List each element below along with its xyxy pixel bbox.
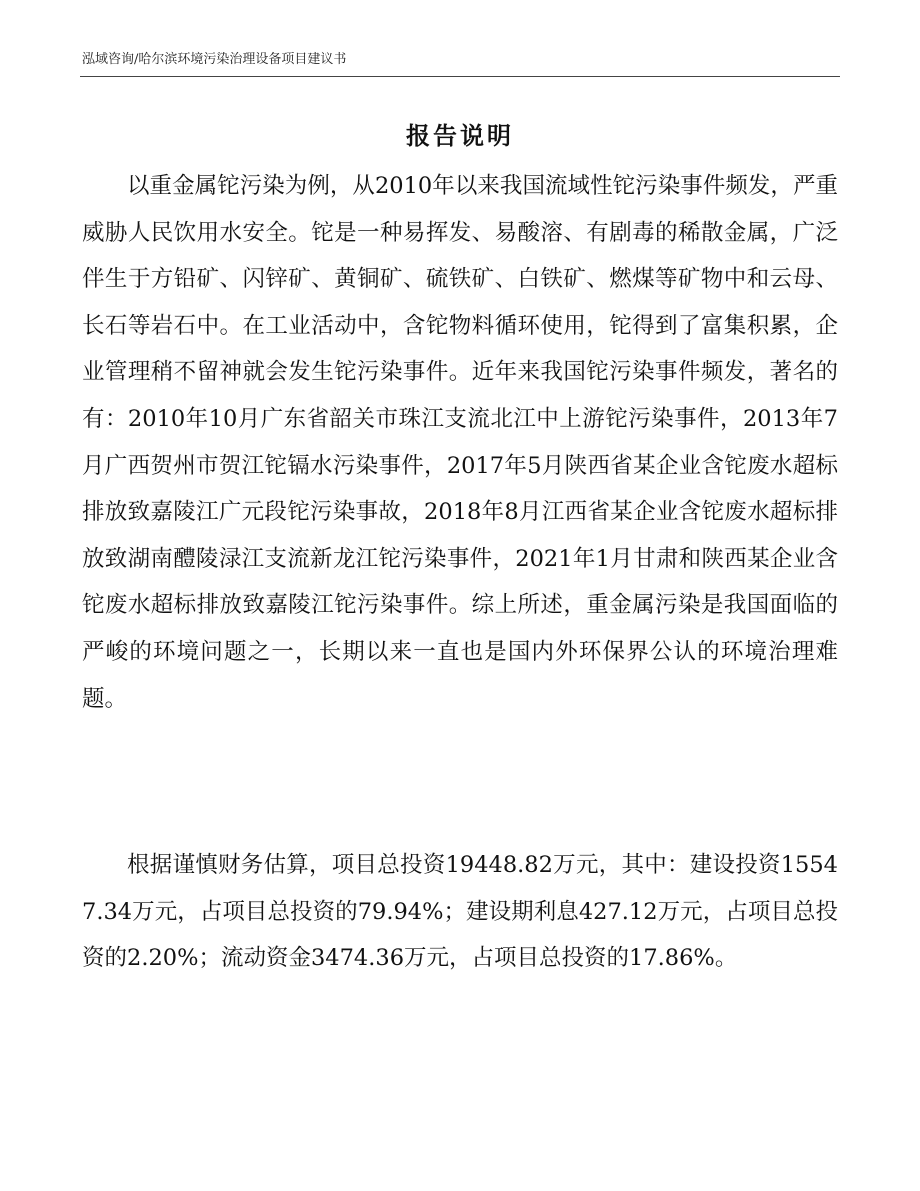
body-paragraph-investment: 根据谨慎财务估算，项目总投资19448.82万元，其中：建设投资15547.34万元，占项目总投资的79.94%；建设期利息427.12万元，占项目总投资的2.20%；流动资金3474.36万元，占项目总投资的17.86%。 (82, 852, 838, 972)
running-header: 泓域咨询/哈尔滨环境污染治理设备项目建议书 (82, 52, 347, 67)
body-paragraph-background: 以重金属铊污染为例，从2010年以来我国流域性铊污染事件频发，严重威胁人民饮用水安全。铊是一种易挥发、易酸溶、有剧毒的稀散金属，广泛伴生于方铅矿、闪锌矿、黄铜矿、硫铁矿、白铁矿、燃煤等矿物中和云母、长石等岩石中。在工业活动中，含铊物料循环使用，铊得到了富集积累，企业管理稍不留神就会发生铊污染事件。近年来我国铊污染事件频发，著名的有：2010年10月广东省韶关市珠江支流北江中上游铊污染事件，2013年7月广西贺州市贺江铊镉水污染事件，2017年5月陕西省某企业含铊废水超标排放致嘉陵江广元段铊污染事故，2018年8月江西省某企业含铊废水超标排放致湖南醴陵渌江支流新龙江铊污染事件，2021年1月甘肃和陕西某企业含铊废水超标排放致嘉陵江铊污染事件。综上所述，重金属污染是我国面临的严峻的环境问题之一，长期以来一直也是国内外环保界公认的环境治理难题。 (82, 173, 838, 712)
section-title: 报告说明 (406, 121, 514, 150)
header-divider (80, 76, 840, 77)
